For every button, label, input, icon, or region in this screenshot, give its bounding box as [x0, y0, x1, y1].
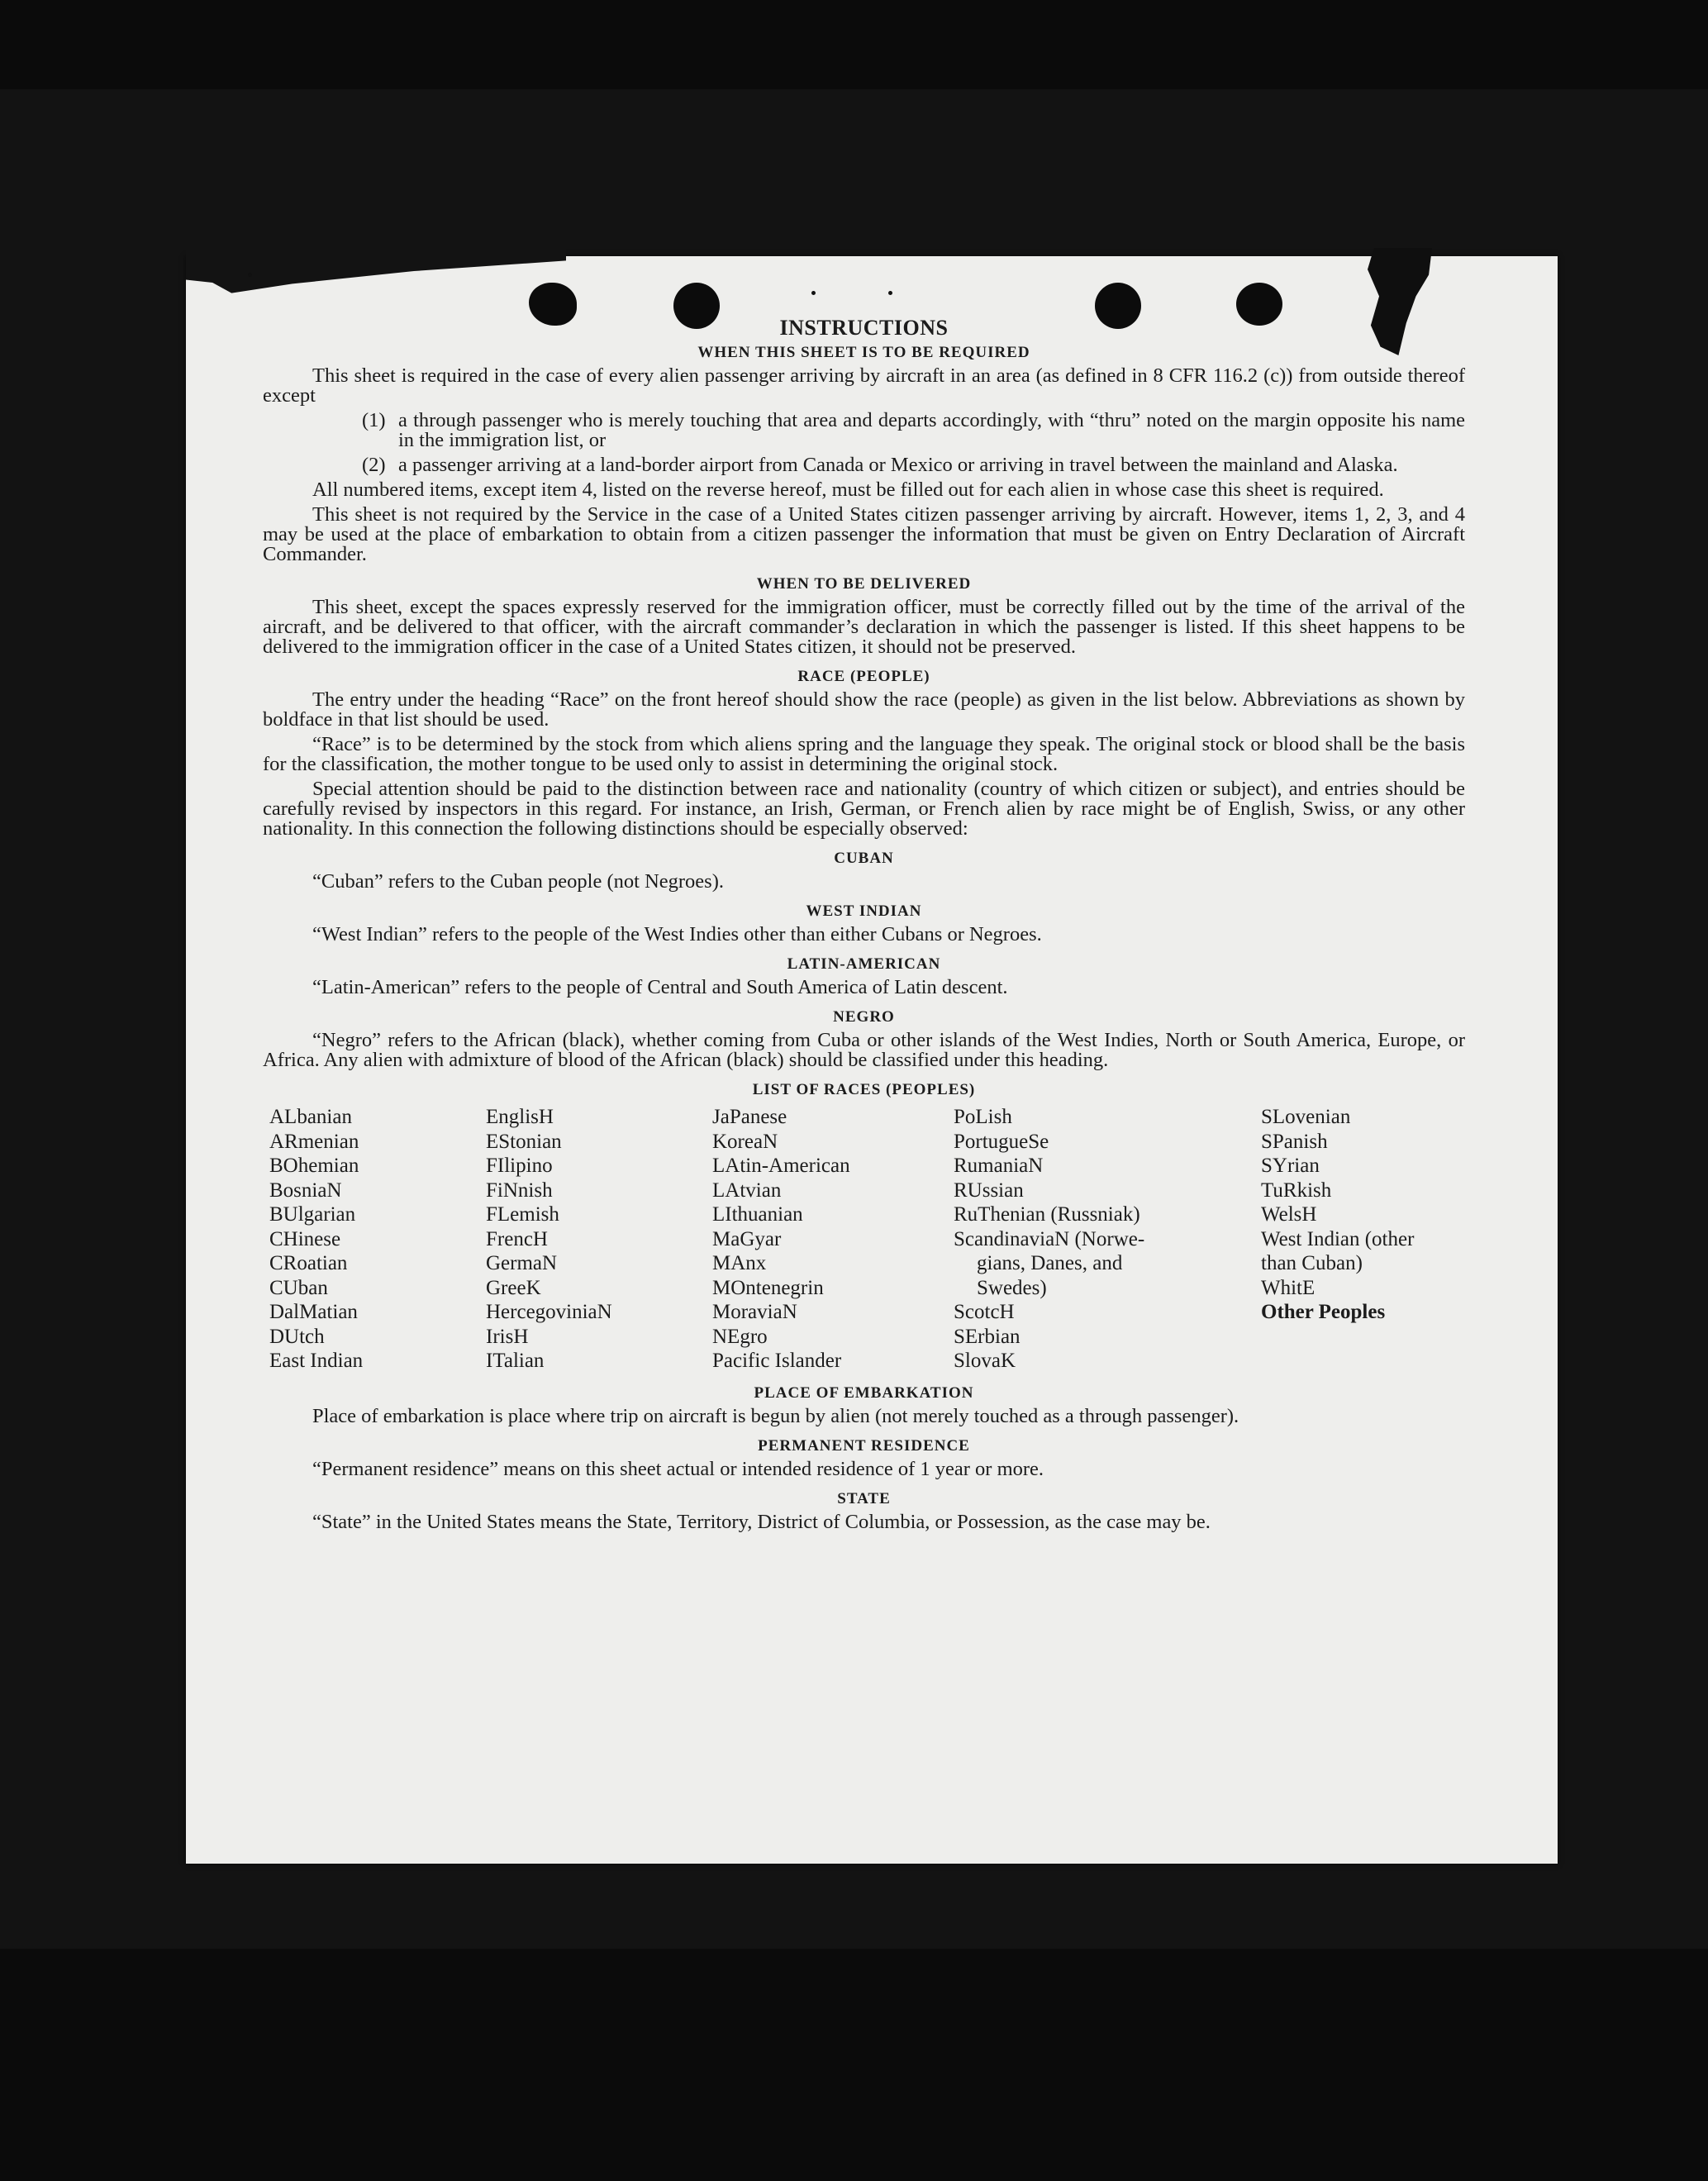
races-column [712, 1105, 954, 1374]
race-entry: NEgro [712, 1325, 768, 1348]
race-entry: WhitE [1261, 1276, 1315, 1299]
race-entry: LAtin-American [712, 1155, 850, 1177]
section-heading: STATE [837, 1489, 891, 1507]
race-entry: MAnx [712, 1252, 767, 1274]
race-entry: WelsH [1261, 1203, 1317, 1226]
races-column [954, 1105, 1261, 1374]
race-entry: ALbanian [269, 1106, 352, 1128]
paragraph: This sheet, except the spaces expressly reserved for the immigration officer, must be correctly filled out by the time of the arrival of the aircraft, and be delivered to that officer, with the aircraft commander’s declaration in which the passenger is listed. If this sheet happens to be delivered to the immigration officer in the case of a United States citizen, it should not be preserved. [263, 596, 1465, 658]
list-item [362, 411, 1465, 450]
section-heading: PERMANENT RESIDENCE [758, 1436, 970, 1455]
race-entry: West Indian (other [1261, 1227, 1415, 1250]
race-entry: HercegoviniaN [486, 1301, 612, 1323]
item-text: a through passenger who is merely touching that area and departs accordingly, with “thru” noted on the margin opposite his name in the immigration list, or [398, 409, 1465, 451]
race-entry: ARmenian [269, 1130, 359, 1153]
race-entry: ScotcH [954, 1301, 1015, 1323]
section-heading: WHEN THIS SHEET IS TO BE REQUIRED [697, 344, 1030, 361]
paragraph: The entry under the heading “Race” on the front hereof should show the race (people) as given in the list below. Abbreviations as shown by boldface in that list should be used. [263, 688, 1465, 731]
race-entry: EnglisH [486, 1106, 554, 1128]
race-entry: EStonian [486, 1130, 562, 1153]
paragraph: “Negro” refers to the African (black), whether coming from Cuba or other islands of the West Indies, North or South America, Europe, or Africa. Any alien with admixture of blood of the African (black) should be classified under this heading. [263, 1029, 1465, 1071]
dust-speck [888, 291, 892, 295]
race-entry: SErbian [954, 1325, 1021, 1348]
section-heading: WEST INDIAN [806, 902, 922, 920]
list-item [362, 455, 1465, 475]
race-entry: than Cuban) [1261, 1252, 1363, 1274]
section-heading: RACE (PEOPLE) [797, 668, 930, 685]
race-entry: IrisH [486, 1325, 529, 1348]
dust-speck [811, 291, 816, 295]
race-entry: SLovenian [1261, 1106, 1351, 1128]
race-entry: MOntenegrin [712, 1276, 824, 1299]
race-entry: FiNnish [486, 1179, 553, 1202]
paragraph: “Latin-American” refers to the people of Central and South America of Latin descent. [312, 976, 1008, 998]
item-number: (2) [362, 454, 386, 476]
race-entry: RuThenian (Russniak) [954, 1203, 1140, 1226]
race-entry: FLemish [486, 1203, 559, 1226]
race-entry: SlovaK [954, 1350, 1016, 1372]
section-heading: NEGRO [833, 1008, 895, 1026]
paragraph: This sheet is not required by the Service in the case of a United States citizen passenger arriving by aircraft. However, items 1, 2, 3, and 4 may be used at the place of embarkation to obtain from a citizen passenger the information that must be given on Entry Declaration of Aircraft Commander. [263, 503, 1465, 565]
item-number: (1) [362, 409, 386, 431]
race-entry: BosniaN [269, 1179, 342, 1202]
races-heading: LIST OF RACES (PEOPLES) [752, 1081, 976, 1098]
section-heading: WHEN TO BE DELIVERED [756, 575, 972, 593]
race-entry: JaPanese [712, 1106, 787, 1128]
race-entry: TuRkish [1261, 1179, 1332, 1202]
race-entry: SYrian [1261, 1155, 1320, 1177]
paragraph: “State” in the United States means the State, Territory, District of Columbia, or Possession, as the case may be. [312, 1510, 1211, 1533]
race-entry: FIlipino [486, 1155, 553, 1177]
races-column [1261, 1105, 1472, 1374]
race-entry: BOhemian [269, 1155, 359, 1177]
race-entry: PoLish [954, 1106, 1012, 1128]
race-entry: GermaN [486, 1252, 558, 1274]
race-entry: MaGyar [712, 1227, 782, 1250]
race-entry: LIthuanian [712, 1203, 803, 1226]
paragraph: All numbered items, except item 4, listed on the reverse hereof, must be filled out for each alien in whose case this sheet is required. [312, 479, 1384, 501]
race-entry: RumaniaN [954, 1155, 1044, 1177]
race-entry: DUtch [269, 1325, 325, 1348]
races-list [269, 1105, 1465, 1374]
paragraph: “Race” is to be determined by the stock from which aliens spring and the language they speak. The original stock or blood shall be the basis for the classification, the mother tongue to be used only to assist in determining the original stock. [263, 733, 1465, 775]
races-column [269, 1105, 486, 1374]
paragraph: “West Indian” refers to the people of the West Indies other than either Cubans or Negroes. [312, 923, 1042, 945]
races-column [486, 1105, 712, 1374]
section-heading: LATIN-AMERICAN [787, 955, 941, 973]
race-entry: MoraviaN [712, 1301, 797, 1323]
race-entry: DalMatian [269, 1301, 358, 1323]
item-text: a passenger arriving at a land-border airport from Canada or Mexico or arriving in travel between the mainland and Alaska. [398, 454, 1398, 476]
dust-speck [248, 273, 252, 277]
race-entry: Swedes) [977, 1276, 1047, 1299]
race-entry: gians, Danes, and [977, 1252, 1123, 1274]
race-entry: SPanish [1261, 1130, 1328, 1153]
race-entry: GreeK [486, 1276, 541, 1299]
race-entry: East Indian [269, 1350, 364, 1372]
page-title: INSTRUCTIONS [779, 316, 949, 340]
document-body [263, 318, 1465, 1537]
race-entry: FrencH [486, 1227, 548, 1250]
race-entry: Other Peoples [1261, 1301, 1386, 1323]
race-entry: BUlgarian [269, 1203, 356, 1226]
race-entry: ITalian [486, 1350, 545, 1372]
section-heading: CUBAN [834, 850, 894, 867]
paragraph: Special attention should be paid to the distinction between race and nationality (country of which citizen or subject), and entries should be carefully revised by inspectors in this regard. For instance, an Irish, German, or French alien by race might be of English, Swiss, or any other nationality. In this connection the following distinctions should be especially observed: [263, 778, 1465, 840]
paragraph: Place of embarkation is place where trip on aircraft is begun by alien (not merely touched as a through passenger). [312, 1404, 1239, 1427]
race-entry: PortugueSe [954, 1130, 1049, 1153]
race-entry: CHinese [269, 1227, 341, 1250]
race-entry: CRoatian [269, 1252, 348, 1274]
race-entry: RUssian [954, 1179, 1024, 1202]
section-heading: PLACE OF EMBARKATION [754, 1383, 974, 1402]
race-entry: LAtvian [712, 1179, 782, 1202]
paragraph: “Permanent residence” means on this sheet actual or intended residence of 1 year or more. [312, 1457, 1044, 1480]
race-entry: KoreaN [712, 1130, 778, 1153]
race-entry: CUban [269, 1276, 328, 1299]
race-entry: Pacific Islander [712, 1350, 842, 1372]
paragraph: “Cuban” refers to the Cuban people (not Negroes). [312, 870, 724, 893]
race-entry: ScandinaviaN (Norwe- [954, 1227, 1145, 1250]
paragraph: This sheet is required in the case of every alien passenger arriving by aircraft in an area (as defined in 8 CFR 116.2 (c)) from outside thereof except [263, 364, 1465, 407]
